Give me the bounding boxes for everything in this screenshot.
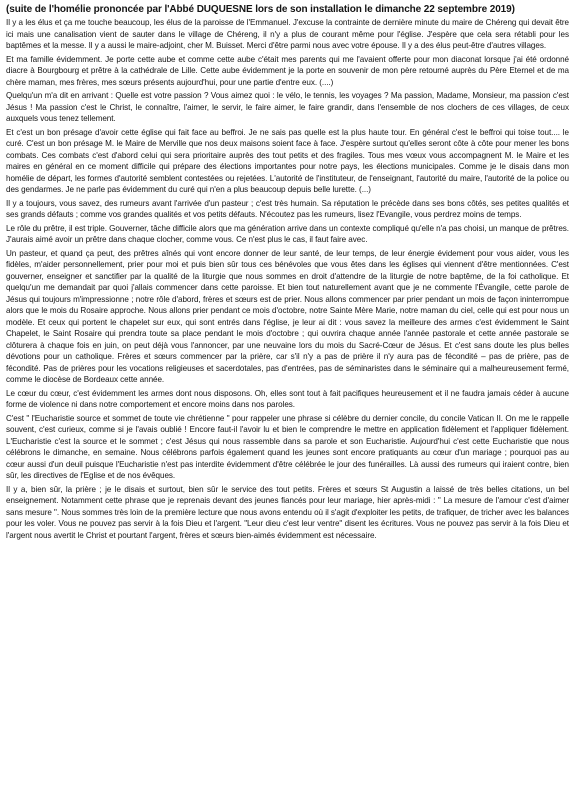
paragraph: Et ma famille évidemment. Je porte cette aube et comme cette aube c'était mes parents qui me l'avaient offerte pour mon diaconat lorsque j'ai été ordonné diacre à Bourgbourg et prêtre à la cathédrale de Lille. Cette aube évidemment je la porte en souvenir de mon père retourné auprès du Père Eternel et de ma chère maman, mes frères, mes sœurs présents aujourd'hui, pour une partie d'entre eux. (....) xyxy=(6,54,569,87)
document-title: (suite de l'homélie prononcée par l'Abbé DUQUESNE lors de son installation le dimanche 22 septembre 2019) xyxy=(6,4,515,15)
paragraph: C'est " l'Eucharistie source et sommet de toute vie chrétienne " pour rappeler une phrase si célèbre du dernier concile, du concile Vatican II. On me le rappelle souvent, c'est curieux, comme si je l'avais oublié ! Encore faut-il l'avoir lu et bien le comprendre le mettre en application fidèlement et l'appliquer fidèlement. L'Eucharistie c'est la source et le sommet ; c'est Jésus qui nous rassemble dans sa parole et son Eucharistie. Aujourd'hui c'est cette Eucharistie que nous célébrons le dimanche, en semaine. Nous célébrons parfois également quand les jeunes sont encore pratiquants au cœur d'un mariage ; pourquoi pas au cœur aussi d'un deuil puisque l'Eucharistie n'est pas interdite évidemment d'être célébrée le jour des funérailles. Là aussi des rumeurs qui iraient contre, bien sûr, les directives de l'Eglise et de nos évêques. xyxy=(6,413,569,480)
paragraph: Et c'est un bon présage d'avoir cette église qui fait face au beffroi. Je ne sais pas quelle est la plus haute tour. En général c'est le beffroi qui toise tout.... le curé. C'est un bon présage M. le Maire de Merville que nos deux maisons soient face à face. J'espère surtout qu'elles seront côte à côte pour mener les bons combats. Ces combats c'est d'abord celui qui sera prioritaire auprès des tout petits et des fragiles. Tous mes vœux vous accompagnent M. le Maire et les maires en général en ce moment difficile qui prépare des élections importantes pour notre pays, les élections municipales. Comme je le disais dans mon homélie de départ, les formes d'autorité semblent contestées ou rejetées. L'autorité de l'instituteur, de l'enseignant, l'autorité du maire, l'autorité de la police ou des gendarmes. Je ne parle pas évidemment du curé qui n'en a plus beaucoup depuis belle lurette. (...) xyxy=(6,127,569,194)
document-body xyxy=(6,17,569,541)
paragraph: Il y a toujours, vous savez, des rumeurs avant l'arrivée d'un pasteur ; c'est très humain. Sa réputation le précède dans ses bons côtés, ses petites qualités et ses grands défauts ; comme vos grandes qualités et vos petits défauts. N'écoutez pas les rumeurs, lisez l'Evangile, vous perdrez moins de temps. xyxy=(6,198,569,219)
paragraph: Le cœur du cœur, c'est évidemment les armes dont nous disposons. Oh, elles sont tout à fait pacifiques heureusement et il ne faudra jamais céder à aucune forme de violence ni dans notre comportement et encore moins dans nos paroles. xyxy=(6,388,569,409)
paragraph: Un pasteur, et quand ça peut, des prêtres aînés qui vont encore donner de leur santé, de leur temps, de leur énergie évidement pour vous aider, vous les fidèles, m'aider personnellement, prier pour moi et puis bien sûr tous ces bénévoles que vous êtes dans les églises qui viennent d'être mentionnées. C'est gouverner, enseigner et sanctifier par la qualité de la liturgie que nous sommes en droit d'attendre de la liturgie de notre baptême, de la foi catholique. Et quelqu'un me demandait par quoi j'allais commencer dans cette paroisse. Et bien tout naturellement avant que je ne commente l'Évangile, cette parole de Jésus qui toujours m'impressionne ; notre rôle d'abord, frères et sœurs est de prier. Nous allons commencer par prier pendant un mois de façon ininterrompue alors que le mois du Rosaire approche. Nous allons prier pendant ce mois d'octobre, notre Sainte Mère Marie, notre maman du ciel, celle qui est pour nous un modèle. Et ceux qui portent le chapelet sur eux, qui sont entrés dans l'église, je leur ai dit : vous savez la meilleure des armes c'est évidemment le Saint Chapelet, le Saint Rosaire qui prendra toute sa place pendant le mois d'octobre ; qui ouvrira chaque année l'année pastorale et cette année pastorale se clôturera à chaque fois en juin, on peut déjà vous l'annoncer, par une neuvaine lors du mois du Sacré-Cœur de Jésus. Et c'est sans doute les plus belles dévotions pour un catholique. Frères et sœurs commencer par la prière, car s'il n'y a pas de prière il n'y aura pas de fécondité – pas de prière, pas de fécondité. Pas de prières pour les vocations religieuses et sacerdotales, pas d'entrées, pas de séminaristes dans le séminaire qui a malheureusement fermé, comme le diocèse de Bordeaux cette année. xyxy=(6,248,569,384)
paragraph: Il y a, bien sûr, la prière ; je le disais et surtout, bien sûr le service des tout petits. Frères et sœurs St Augustin a laissé de très belles citations, un bel enseignement. Notamment cette phrase que je reprenais devant des jeunes fiancés pour leur mariage, hier après-midi : " La mesure de l'amour c'est d'aimer sans mesure ". Nous sommes très loin de la première lecture que nous avons entendu où il s'agit d'exploiter les petits, de trafiquer, de tricher avec les balances pour les voler. Vous ne pouvez pas servir à la fois Dieu et l'argent. "Leur dieu c'est leur ventre" disent les écritures. Vous ne pouvez pas servir à la fois Dieu et l'argent nous avertit le Christ et pourtant l'argent, frères et sœurs bien-aimés évidemment est nécessaire. xyxy=(6,484,569,540)
paragraph: Le rôle du prêtre, il est triple. Gouverner, tâche difficile alors que ma génération arrive dans un contexte compliqué qu'elle n'a pas choisi, un manque de prêtres. J'aurais aimé avoir un prêtre dans chaque clocher, comme vous. Ce n'est plus le cas, il faut faire avec. xyxy=(6,223,569,244)
paragraph: Il y a les élus et ça me touche beaucoup, les élus de la paroisse de l'Emmanuel. J'excuse la contrainte de dernière minute du maire de Chéreng qui devait être ici mais une canalisation vient de sauter dans le village de Chéreng, il n'y a plus de courant même pour l'église. J'espère que cela sera rétabli pour les baptêmes et la messe. Il y a aussi le maire-adjoint, cher M. Buisset. Merci d'être parmi nous avec votre épouse. Il y a des élus peut-être d'autres villages. xyxy=(6,18,569,50)
paragraph: Quelqu'un m'a dit en arrivant : Quelle est votre passion ? Vous aimez quoi : le vélo, le tennis, les voyages ? Ma passion, Madame, Monsieur, ma passion c'est Jésus ! Ma passion c'est le Christ, le connaître, l'aimer, le servir, le faire aimer, le faire grandir, dans l'ensemble de nos clochers de ces villages, de ceux auxquels vous tenez tellement. xyxy=(6,91,569,123)
